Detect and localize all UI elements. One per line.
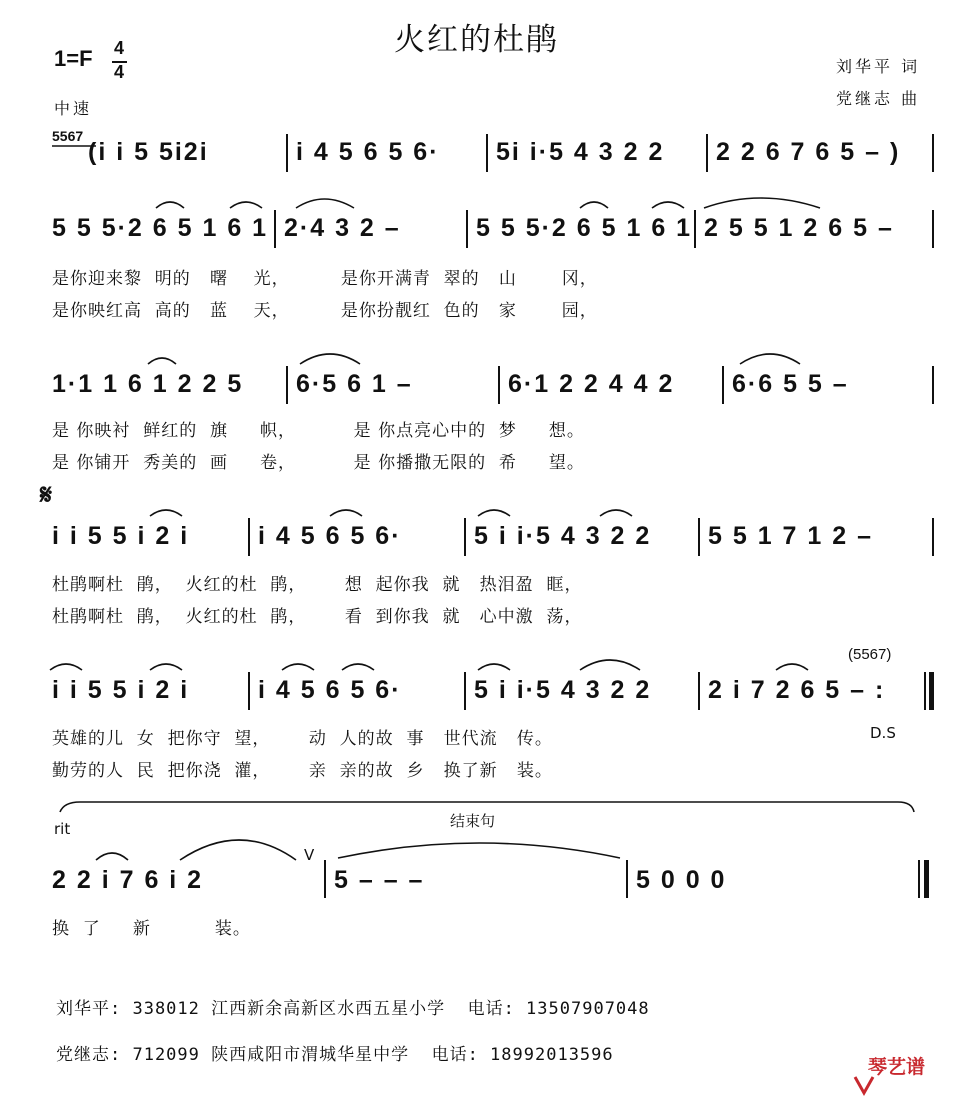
lyrics-verse-2: 是 你铺开 秀美的 画 卷， 是 你播撒无限的 希 望。 — [52, 453, 585, 473]
lyrics-verse-1: 杜鹃啊杜 鹃， 火红的杜 鹃， 想 起你我 就 热泪盈 眶， — [52, 575, 583, 595]
measure-notes: 2·4 3 2 – — [284, 214, 401, 242]
time-signature-top: 4 — [114, 38, 125, 58]
measure-notes: 5 5 5·2 6 5 1 6 1 — [52, 214, 269, 242]
lyricist: 刘华平 词 — [836, 57, 921, 76]
measure-notes: 2 2 i 7 6 i 2 — [52, 866, 204, 894]
lyrics-verse-2: 杜鹃啊杜 鹃， 火红的杜 鹃， 看 到你我 就 心中激 荡， — [52, 607, 583, 627]
ending-label: 结束句 — [450, 812, 496, 830]
measure-notes: 5 0 0 0 — [636, 866, 727, 894]
time-signature-bottom: 4 — [114, 62, 125, 82]
measure-notes: i i 5 5 i 2 i — [52, 522, 190, 550]
key-signature: 1=F — [54, 46, 93, 71]
measure-notes: (i i 5 5i2i — [88, 138, 209, 166]
measure-notes: 5 5 5·2 6 5 1 6 1 — [476, 214, 693, 242]
lyrics-verse-1: 是 你映衬 鲜红的 旗 帜， 是 你点亮心中的 梦 想。 — [52, 421, 585, 441]
measure-notes: i 4 5 6 5 6· — [258, 676, 402, 704]
rit-marking: rit — [54, 820, 71, 838]
measure-notes: 2 i 7 2 6 5 – : — [708, 676, 886, 704]
alternate-pickup: (5567) — [848, 646, 892, 663]
measure-notes: i 4 5 6 5 6· — [258, 522, 402, 550]
measure-notes: i 4 5 6 5 6· — [296, 138, 440, 166]
measure-notes: 2 5 5 1 2 6 5 – — [704, 214, 894, 242]
lyrics-verse-1: 英雄的儿 女 把你守 望， 动 人的故 事 世代流 传。 — [52, 729, 553, 749]
measure-notes: 6·1 2 2 4 4 2 — [508, 370, 675, 398]
breath-mark: V — [304, 846, 315, 864]
measure-notes: 5 – – – — [334, 866, 425, 894]
measure-notes: 5 i i·5 4 3 2 2 — [474, 522, 652, 550]
measure-notes: 6·6 5 5 – — [732, 370, 849, 398]
watermark-text: 琴艺谱 — [868, 1056, 926, 1078]
watermark-logo — [842, 1052, 926, 1078]
composer: 党继志 曲 — [836, 89, 921, 108]
lyrics-ending: 换 了 新 装。 — [52, 919, 251, 939]
segno-sign: 𝄋 — [40, 478, 53, 511]
measure-notes: 6·5 6 1 – — [296, 370, 413, 398]
lyrics-verse-2: 勤劳的人 民 把你浇 灌， 亲 亲的故 乡 换了新 装。 — [52, 761, 553, 781]
tempo-marking: 中速 — [54, 99, 93, 118]
footer-contact-lyricist: 刘华平: 338012 江西新余高新区水西五星小学 电话: 13507907048 — [56, 999, 650, 1019]
measure-notes: 5 5 1 7 1 2 – — [708, 522, 874, 550]
score-title: 火红的杜鹃 — [394, 22, 559, 58]
measure-notes: 5i i·5 4 3 2 2 — [496, 138, 665, 166]
pickup-notes: 5567 — [52, 128, 84, 144]
lyrics-verse-2: 是你映红高 高的 蓝 天， 是你扮靓红 色的 家 园， — [52, 301, 598, 321]
dal-segno-marking: D.S — [870, 724, 896, 742]
lyrics-verse-1: 是你迎来黎 明的 曙 光， 是你开满青 翠的 山 冈， — [52, 269, 598, 289]
footer-contact-composer: 党继志: 712099 陕西咸阳市渭城华星中学 电话: 18992013596 — [56, 1045, 614, 1065]
measure-notes: 1·1 1 6 1 2 2 5 — [52, 370, 244, 398]
measure-notes: 2 2 6 7 6 5 – ) — [716, 138, 901, 166]
measure-notes: 5 i i·5 4 3 2 2 — [474, 676, 652, 704]
measure-notes: i i 5 5 i 2 i — [52, 676, 190, 704]
